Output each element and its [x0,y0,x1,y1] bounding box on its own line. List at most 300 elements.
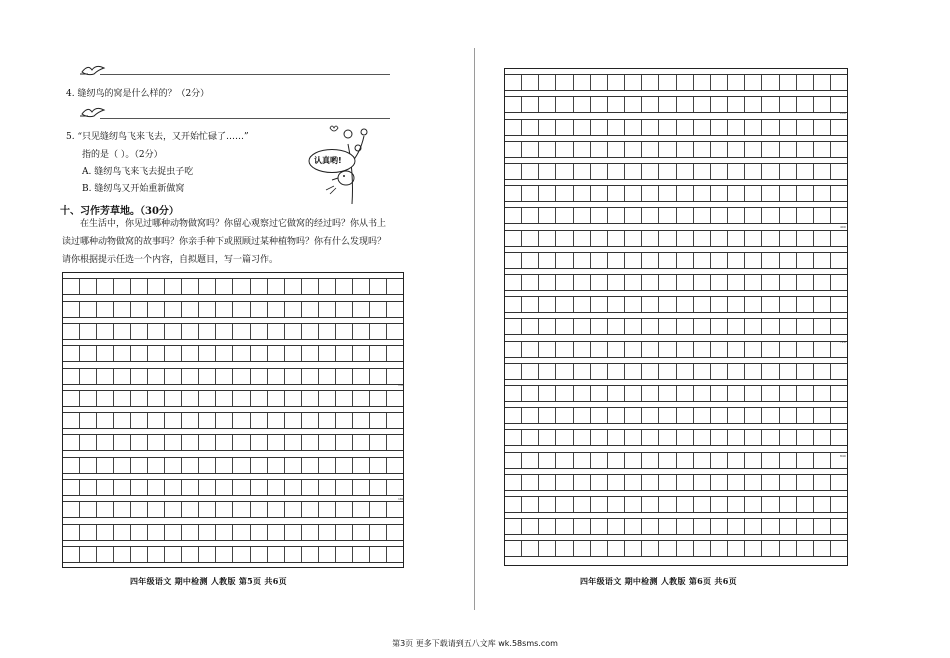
grid-cell[interactable] [114,391,131,406]
grid-cell[interactable] [199,525,216,540]
grid-cell[interactable] [814,430,831,445]
grid-cell[interactable] [522,208,539,223]
grid-cell[interactable] [574,408,591,423]
grid-cell[interactable] [694,408,711,423]
grid-cell[interactable] [336,435,353,450]
grid-cell[interactable] [728,186,745,201]
grid-cell[interactable] [711,142,728,157]
grid-cell[interactable] [591,453,608,468]
grid-cell[interactable] [216,369,233,384]
grid-cell[interactable] [608,231,625,246]
grid-cell[interactable] [574,120,591,135]
grid-cell[interactable] [302,324,319,339]
grid-cell[interactable] [199,502,216,517]
grid-cell[interactable] [539,342,556,357]
grid-cell[interactable] [539,541,556,556]
grid-cell[interactable] [97,369,114,384]
grid-cell[interactable] [63,458,80,473]
grid-cell[interactable] [336,502,353,517]
grid-cell[interactable] [556,319,573,334]
grid-cell[interactable] [780,541,797,556]
grid-cell[interactable] [745,208,762,223]
grid-cell[interactable] [302,346,319,361]
grid-cell[interactable] [268,480,285,495]
grid-cell[interactable] [659,253,676,268]
grid-cell[interactable] [302,547,319,562]
grid-cell[interactable] [216,547,233,562]
grid-cell[interactable] [625,430,642,445]
grid-cell[interactable] [780,364,797,379]
grid-cell[interactable] [522,231,539,246]
grid-cell[interactable] [694,275,711,290]
grid-cell[interactable] [831,497,847,512]
grid-cell[interactable] [745,231,762,246]
grid-cell[interactable] [114,279,131,294]
grid-cell[interactable] [711,453,728,468]
grid-cell[interactable] [728,253,745,268]
grid-cell[interactable] [608,453,625,468]
grid-cell[interactable] [608,364,625,379]
grid-cell[interactable] [694,231,711,246]
grid-cell[interactable] [677,297,694,312]
grid-cell[interactable] [659,275,676,290]
grid-cell[interactable] [522,120,539,135]
grid-cell[interactable] [556,408,573,423]
grid-cell[interactable] [285,346,302,361]
grid-cell[interactable] [780,186,797,201]
grid-cell[interactable] [522,430,539,445]
grid-cell[interactable] [165,324,182,339]
grid-cell[interactable] [216,391,233,406]
grid-cell[interactable] [63,502,80,517]
grid-cell[interactable] [574,275,591,290]
grid-cell[interactable] [539,275,556,290]
grid-cell[interactable] [608,342,625,357]
grid-cell[interactable] [505,164,522,179]
grid-cell[interactable] [711,120,728,135]
grid-cell[interactable] [80,480,97,495]
grid-cell[interactable] [216,324,233,339]
grid-cell[interactable] [711,541,728,556]
grid-cell[interactable] [182,525,199,540]
grid-cell[interactable] [762,142,779,157]
grid-cell[interactable] [387,279,403,294]
grid-cell[interactable] [745,142,762,157]
grid-cell[interactable] [505,319,522,334]
grid-cell[interactable] [625,253,642,268]
grid-cell[interactable] [199,391,216,406]
grid-cell[interactable] [182,369,199,384]
grid-cell[interactable] [694,186,711,201]
grid-cell[interactable] [556,541,573,556]
grid-cell[interactable] [745,497,762,512]
grid-cell[interactable] [251,502,268,517]
grid-cell[interactable] [165,502,182,517]
grid-cell[interactable] [780,142,797,157]
grid-cell[interactable] [797,297,814,312]
grid-cell[interactable] [608,319,625,334]
grid-cell[interactable] [780,275,797,290]
grid-cell[interactable] [711,430,728,445]
grid-cell[interactable] [797,453,814,468]
grid-cell[interactable] [539,364,556,379]
grid-cell[interactable] [268,369,285,384]
grid-cell[interactable] [694,541,711,556]
grid-cell[interactable] [625,75,642,90]
grid-cell[interactable] [285,413,302,428]
grid-cell[interactable] [353,435,370,450]
grid-cell[interactable] [642,253,659,268]
grid-cell[interactable] [80,413,97,428]
grid-cell[interactable] [745,475,762,490]
grid-cell[interactable] [831,430,847,445]
grid-cell[interactable] [745,319,762,334]
grid-cell[interactable] [97,346,114,361]
grid-cell[interactable] [745,97,762,112]
grid-cell[interactable] [745,408,762,423]
grid-cell[interactable] [63,480,80,495]
grid-cell[interactable] [539,253,556,268]
grid-cell[interactable] [728,75,745,90]
grid-cell[interactable] [387,391,403,406]
grid-cell[interactable] [762,541,779,556]
grid-cell[interactable] [642,231,659,246]
grid-cell[interactable] [148,547,165,562]
grid-cell[interactable] [233,413,250,428]
grid-cell[interactable] [63,324,80,339]
grid-cell[interactable] [370,413,387,428]
grid-cell[interactable] [522,97,539,112]
grid-cell[interactable] [728,386,745,401]
grid-cell[interactable] [797,164,814,179]
grid-cell[interactable] [659,319,676,334]
grid-cell[interactable] [233,458,250,473]
grid-cell[interactable] [216,346,233,361]
grid-cell[interactable] [505,497,522,512]
grid-cell[interactable] [608,386,625,401]
grid-cell[interactable] [522,275,539,290]
grid-cell[interactable] [574,541,591,556]
grid-cell[interactable] [591,386,608,401]
grid-cell[interactable] [556,75,573,90]
grid-cell[interactable] [711,386,728,401]
grid-cell[interactable] [319,480,336,495]
grid-cell[interactable] [165,302,182,317]
grid-cell[interactable] [780,319,797,334]
grid-cell[interactable] [574,430,591,445]
grid-cell[interactable] [659,386,676,401]
grid-cell[interactable] [165,279,182,294]
grid-cell[interactable] [97,458,114,473]
grid-cell[interactable] [659,164,676,179]
grid-cell[interactable] [625,97,642,112]
grid-cell[interactable] [780,97,797,112]
grid-cell[interactable] [608,297,625,312]
grid-cell[interactable] [625,497,642,512]
grid-cell[interactable] [694,319,711,334]
grid-cell[interactable] [387,324,403,339]
grid-cell[interactable] [522,453,539,468]
grid-cell[interactable] [677,275,694,290]
grid-cell[interactable] [591,142,608,157]
grid-cell[interactable] [80,369,97,384]
grid-cell[interactable] [165,346,182,361]
grid-cell[interactable] [353,279,370,294]
grid-cell[interactable] [539,186,556,201]
grid-cell[interactable] [591,120,608,135]
grid-cell[interactable] [370,480,387,495]
grid-cell[interactable] [148,324,165,339]
grid-cell[interactable] [539,120,556,135]
grid-cell[interactable] [642,275,659,290]
grid-cell[interactable] [505,408,522,423]
grid-cell[interactable] [97,525,114,540]
grid-cell[interactable] [80,391,97,406]
grid-cell[interactable] [574,253,591,268]
grid-cell[interactable] [131,435,148,450]
grid-cell[interactable] [677,253,694,268]
grid-cell[interactable] [814,519,831,534]
grid-cell[interactable] [302,525,319,540]
grid-cell[interactable] [831,275,847,290]
grid-cell[interactable] [780,253,797,268]
grid-cell[interactable] [63,547,80,562]
grid-cell[interactable] [285,279,302,294]
grid-cell[interactable] [762,275,779,290]
grid-cell[interactable] [353,547,370,562]
grid-cell[interactable] [539,453,556,468]
grid-cell[interactable] [677,319,694,334]
grid-cell[interactable] [216,279,233,294]
grid-cell[interactable] [251,369,268,384]
grid-cell[interactable] [574,386,591,401]
grid-cell[interactable] [797,208,814,223]
grid-cell[interactable] [387,413,403,428]
grid-cell[interactable] [251,525,268,540]
grid-cell[interactable] [80,435,97,450]
grid-cell[interactable] [182,547,199,562]
grid-cell[interactable] [353,480,370,495]
grid-cell[interactable] [677,208,694,223]
grid-cell[interactable] [556,208,573,223]
grid-cell[interactable] [694,519,711,534]
grid-cell[interactable] [353,525,370,540]
grid-cell[interactable] [591,75,608,90]
grid-cell[interactable] [80,525,97,540]
grid-cell[interactable] [182,391,199,406]
grid-cell[interactable] [780,297,797,312]
grid-cell[interactable] [80,324,97,339]
grid-cell[interactable] [591,275,608,290]
grid-cell[interactable] [251,302,268,317]
grid-cell[interactable] [199,324,216,339]
grid-cell[interactable] [148,279,165,294]
grid-cell[interactable] [608,208,625,223]
grid-cell[interactable] [625,164,642,179]
grid-cell[interactable] [505,275,522,290]
grid-cell[interactable] [505,208,522,223]
grid-cell[interactable] [97,502,114,517]
grid-cell[interactable] [745,297,762,312]
grid-cell[interactable] [114,324,131,339]
grid-cell[interactable] [199,480,216,495]
grid-cell[interactable] [148,502,165,517]
grid-cell[interactable] [165,391,182,406]
grid-cell[interactable] [233,480,250,495]
grid-cell[interactable] [114,435,131,450]
grid-cell[interactable] [711,253,728,268]
grid-cell[interactable] [97,435,114,450]
grid-cell[interactable] [574,142,591,157]
grid-cell[interactable] [285,369,302,384]
grid-cell[interactable] [591,186,608,201]
grid-cell[interactable] [728,231,745,246]
grid-cell[interactable] [677,342,694,357]
grid-cell[interactable] [677,75,694,90]
grid-cell[interactable] [591,297,608,312]
grid-cell[interactable] [762,97,779,112]
grid-cell[interactable] [814,297,831,312]
grid-cell[interactable] [302,369,319,384]
grid-cell[interactable] [642,453,659,468]
grid-cell[interactable] [745,275,762,290]
grid-cell[interactable] [522,253,539,268]
grid-cell[interactable] [831,142,847,157]
grid-cell[interactable] [556,342,573,357]
grid-cell[interactable] [625,297,642,312]
grid-cell[interactable] [591,319,608,334]
grid-cell[interactable] [711,519,728,534]
grid-cell[interactable] [233,346,250,361]
grid-cell[interactable] [574,475,591,490]
grid-cell[interactable] [659,519,676,534]
grid-cell[interactable] [233,502,250,517]
grid-cell[interactable] [608,120,625,135]
grid-cell[interactable] [677,430,694,445]
grid-cell[interactable] [762,430,779,445]
grid-cell[interactable] [370,547,387,562]
grid-cell[interactable] [814,75,831,90]
grid-cell[interactable] [608,430,625,445]
grid-cell[interactable] [370,346,387,361]
grid-cell[interactable] [63,346,80,361]
grid-cell[interactable] [591,253,608,268]
grid-cell[interactable] [728,408,745,423]
grid-cell[interactable] [780,120,797,135]
grid-cell[interactable] [199,413,216,428]
grid-cell[interactable] [591,497,608,512]
grid-cell[interactable] [797,364,814,379]
grid-cell[interactable] [608,75,625,90]
grid-cell[interactable] [797,319,814,334]
grid-cell[interactable] [148,302,165,317]
grid-cell[interactable] [233,324,250,339]
grid-cell[interactable] [797,97,814,112]
grid-cell[interactable] [591,408,608,423]
grid-cell[interactable] [505,253,522,268]
grid-cell[interactable] [728,519,745,534]
grid-cell[interactable] [131,302,148,317]
grid-cell[interactable] [285,480,302,495]
grid-cell[interactable] [251,346,268,361]
grid-cell[interactable] [319,458,336,473]
grid-cell[interactable] [608,253,625,268]
grid-cell[interactable] [148,413,165,428]
grid-cell[interactable] [387,435,403,450]
grid-cell[interactable] [131,525,148,540]
grid-cell[interactable] [642,186,659,201]
grid-cell[interactable] [336,302,353,317]
grid-cell[interactable] [148,480,165,495]
grid-cell[interactable] [216,413,233,428]
grid-cell[interactable] [131,279,148,294]
grid-cell[interactable] [642,475,659,490]
grid-cell[interactable] [642,430,659,445]
grid-cell[interactable] [165,435,182,450]
grid-cell[interactable] [642,75,659,90]
grid-cell[interactable] [814,364,831,379]
grid-cell[interactable] [539,430,556,445]
grid-cell[interactable] [728,453,745,468]
grid-cell[interactable] [762,186,779,201]
grid-cell[interactable] [182,413,199,428]
grid-cell[interactable] [114,502,131,517]
grid-cell[interactable] [97,547,114,562]
grid-cell[interactable] [63,413,80,428]
grid-cell[interactable] [131,480,148,495]
grid-cell[interactable] [831,386,847,401]
grid-cell[interactable] [387,302,403,317]
grid-cell[interactable] [659,430,676,445]
grid-cell[interactable] [165,480,182,495]
grid-cell[interactable] [659,75,676,90]
grid-cell[interactable] [780,453,797,468]
grid-cell[interactable] [556,120,573,135]
grid-cell[interactable] [677,120,694,135]
grid-cell[interactable] [642,97,659,112]
grid-cell[interactable] [114,547,131,562]
grid-cell[interactable] [780,75,797,90]
grid-cell[interactable] [302,391,319,406]
grid-cell[interactable] [591,364,608,379]
grid-cell[interactable] [745,164,762,179]
grid-cell[interactable] [353,458,370,473]
grid-cell[interactable] [728,430,745,445]
grid-cell[interactable] [505,430,522,445]
grid-cell[interactable] [780,164,797,179]
grid-cell[interactable] [539,497,556,512]
grid-cell[interactable] [745,430,762,445]
grid-cell[interactable] [353,391,370,406]
grid-cell[interactable] [556,275,573,290]
grid-cell[interactable] [814,319,831,334]
grid-cell[interactable] [505,519,522,534]
grid-cell[interactable] [745,120,762,135]
grid-cell[interactable] [505,231,522,246]
grid-cell[interactable] [574,97,591,112]
grid-cell[interactable] [762,253,779,268]
grid-cell[interactable] [659,541,676,556]
grid-cell[interactable] [591,208,608,223]
grid-cell[interactable] [780,497,797,512]
grid-cell[interactable] [591,541,608,556]
grid-cell[interactable] [251,480,268,495]
grid-cell[interactable] [745,386,762,401]
grid-cell[interactable] [694,475,711,490]
grid-cell[interactable] [797,142,814,157]
grid-cell[interactable] [762,297,779,312]
grid-cell[interactable] [114,302,131,317]
